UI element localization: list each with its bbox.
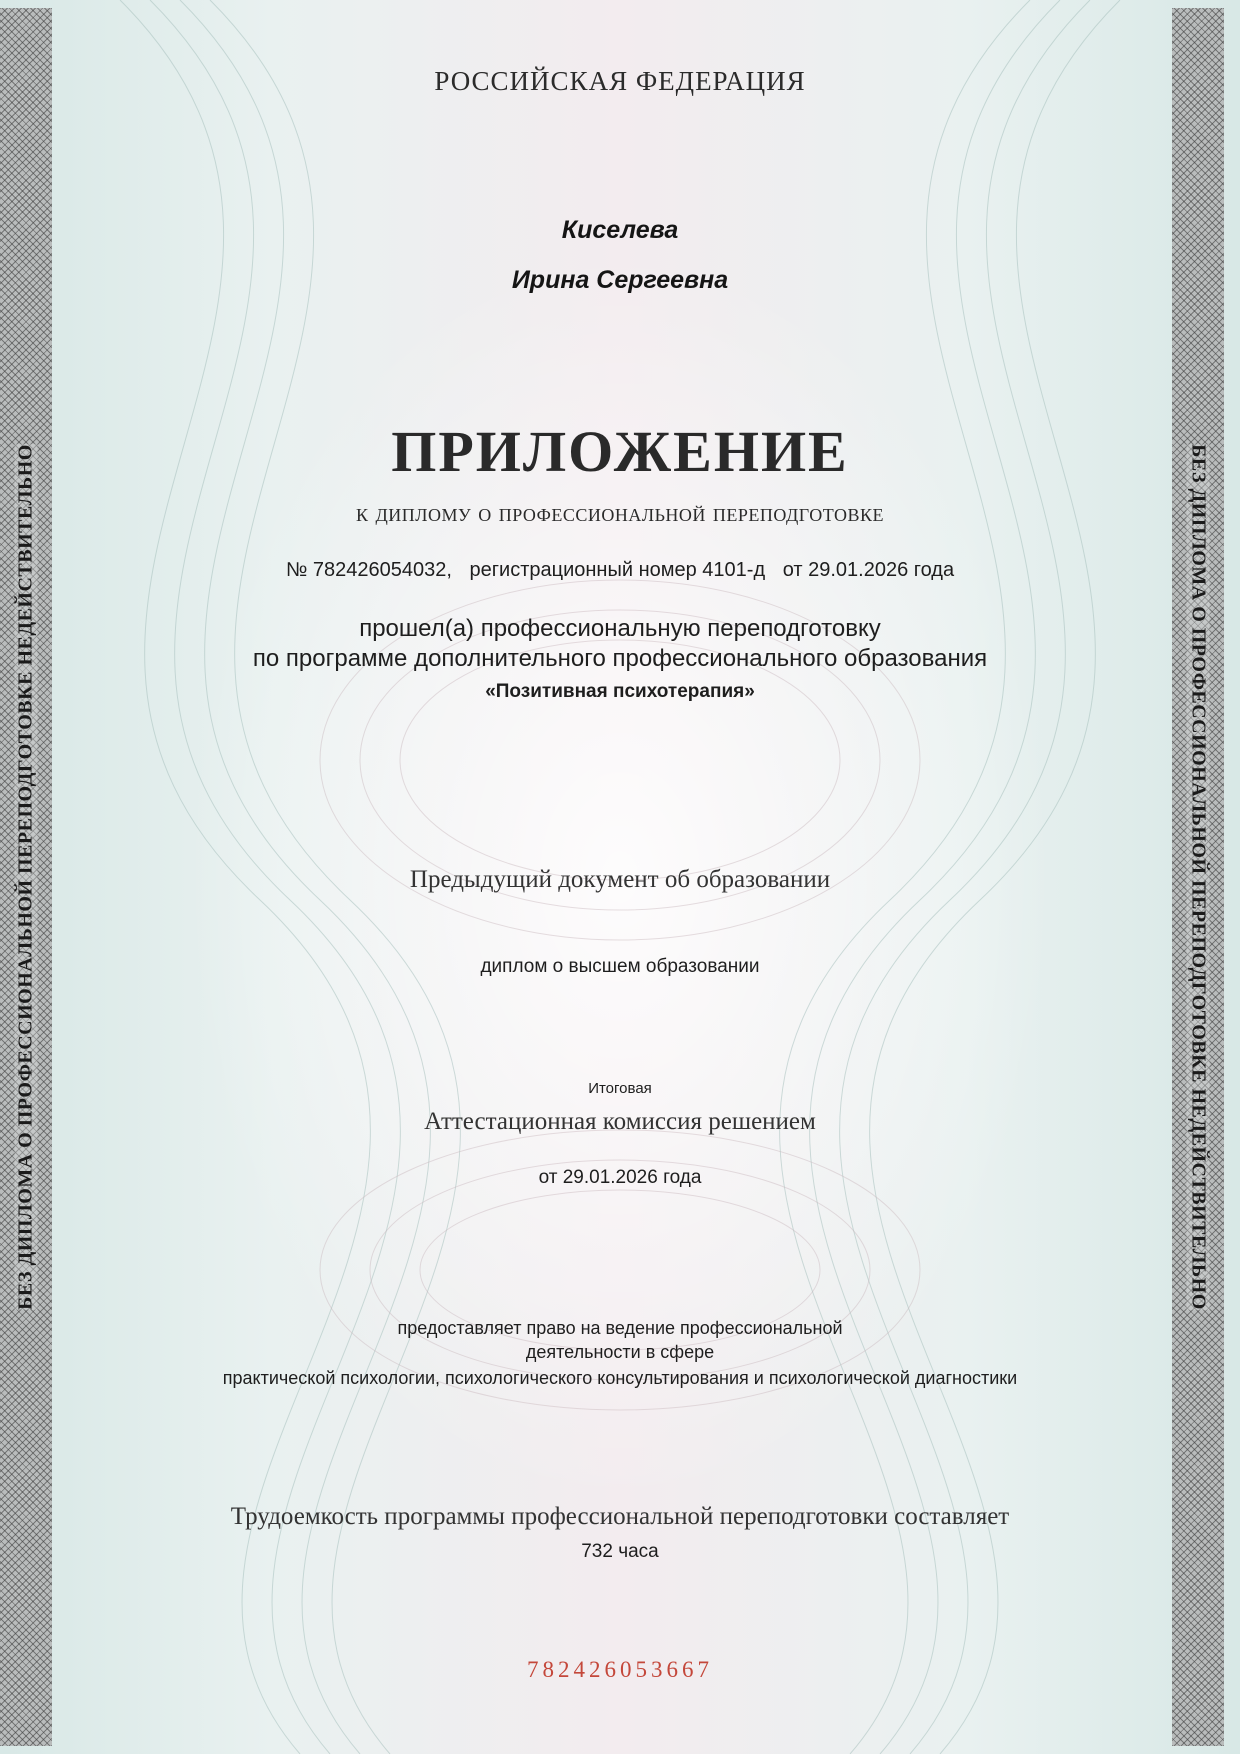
rights-text-line-3: практической психологии, психологического консультирования и психологической диагностики [222, 1368, 1018, 1388]
serial-number: 782426053667 [527, 1657, 713, 1682]
program-description: по программе дополнительного профессионального образования [252, 645, 988, 672]
rights-text-line-1: предоставляет право на ведение профессиональной [397, 1318, 843, 1338]
rights-text-line-2: деятельности в сфере [525, 1342, 715, 1362]
issue-date: от 29.01.2026 года [782, 559, 955, 581]
diploma-number: № 782426054032, [285, 559, 452, 581]
registration-row [0, 559, 1240, 582]
workload-value: 732 часа [581, 1541, 659, 1562]
registration-number: регистрационный номер 4101-д [469, 559, 766, 581]
final-label: Итоговая [588, 1080, 652, 1097]
previous-document-value: диплом о высшем образовании [480, 956, 760, 977]
country-heading: РОССИЙСКАЯ ФЕДЕРАЦИЯ [434, 66, 806, 96]
previous-document-label: Предыдущий документ об образовании [409, 866, 831, 893]
commission-date: от 29.01.2026 года [538, 1167, 702, 1188]
document-subtitle: к диплому о профессиональной переподготовке [355, 498, 885, 527]
workload-label: Трудоемкость программы профессиональной переподготовки составляет [230, 1503, 1010, 1530]
right-border-validity-text: БЕЗ ДИПЛОМА О ПРОФЕССИОНАЛЬНОЙ ПЕРЕПОДГОТОВКЕ НЕДЕЙСТВИТЕЛЬНО [1187, 444, 1210, 1310]
program-name: «Позитивная психотерапия» [485, 681, 755, 702]
holder-given-names: Ирина Сергеевна [511, 266, 729, 294]
holder-surname: Киселева [561, 216, 679, 244]
document-title: ПРИЛОЖЕНИЕ [391, 419, 849, 484]
left-border-validity-text: БЕЗ ДИПЛОМА О ПРОФЕССИОНАЛЬНОЙ ПЕРЕПОДГОТОВКЕ НЕДЕЙСТВИТЕЛЬНО [14, 444, 37, 1310]
commission-label: Аттестационная комиссия решением [424, 1108, 816, 1135]
completed-text: прошел(а) профессиональную переподготовку [359, 615, 881, 642]
